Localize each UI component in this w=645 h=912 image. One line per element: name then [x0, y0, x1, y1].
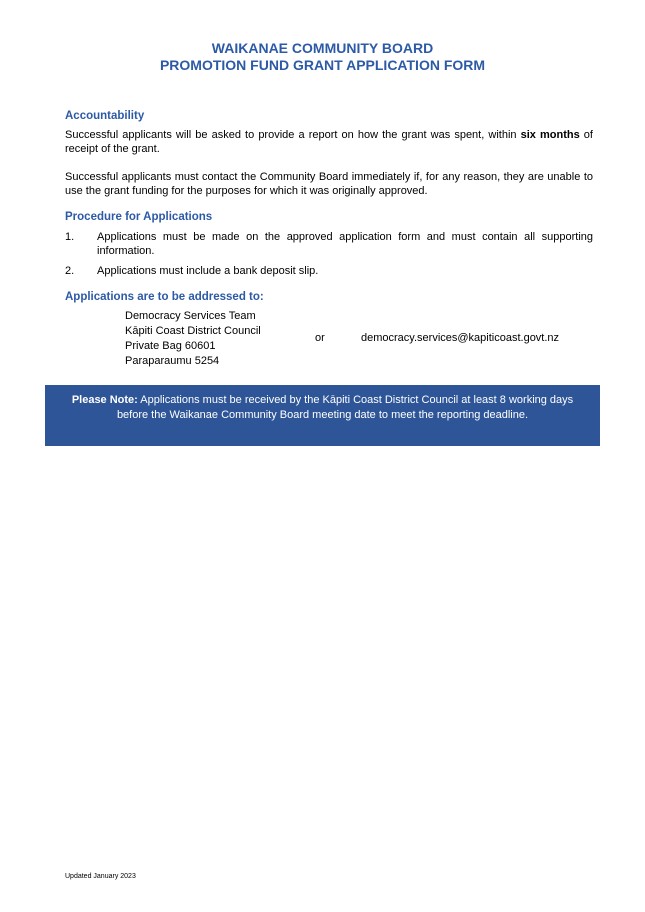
email-address: democracy.services@kapiticoast.govt.nz — [361, 332, 560, 344]
address-line: Private Bag 60601 — [125, 340, 216, 352]
emphasis-six-months: six months — [520, 129, 580, 141]
page-title-line2: PROMOTION FUND GRANT APPLICATION FORM — [159, 57, 486, 73]
page-title-line1: WAIKANAE COMMUNITY BOARD — [211, 40, 434, 56]
list-item-number: 2. — [65, 265, 75, 277]
list-item-text: Applications must include a bank deposit slip. — [97, 265, 319, 277]
address-line: Democracy Services Team — [125, 310, 256, 322]
list-item-number: 1. — [65, 231, 75, 243]
paragraph-text: of receipt of the grant. — [65, 129, 593, 155]
address-heading: Applications are to be addressed to: — [65, 291, 264, 303]
or-separator: or — [315, 332, 325, 344]
note-text: Applications must be received by the Kāpiti Coast District Council at least 8 working days before the Waikanae Community Board meeting date to meet the reporting deadline. — [116, 394, 574, 421]
accountability-paragraph-1 — [65, 128, 593, 156]
procedure-heading: Procedure for Applications — [65, 211, 213, 223]
updated-date-footer: Updated January 2023 — [65, 873, 136, 880]
accountability-heading: Accountability — [65, 110, 145, 122]
address-line: Kāpiti Coast District Council — [125, 325, 261, 337]
list-item-text: Applications must be made on the approved application form and must contain all supporting information. — [97, 231, 593, 257]
accountability-paragraph-2: Successful applicants must contact the Community Board immediately if, for any reason, they are unable to use the grant funding for the purposes for which it was originally approved. — [65, 171, 593, 197]
paragraph-text: Successful applicants will be asked to provide a report on how the grant was spent, within — [65, 129, 521, 141]
please-note-banner — [45, 385, 600, 446]
note-label: Please Note: — [71, 394, 138, 406]
address-line: Paraparaumu 5254 — [125, 355, 220, 367]
postal-address — [125, 309, 261, 369]
